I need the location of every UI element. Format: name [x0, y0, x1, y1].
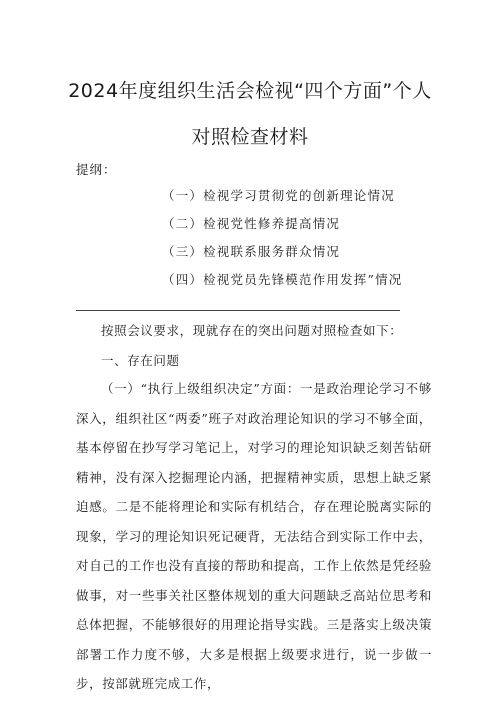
body-paragraph: （一）“执行上级组织决定”方面：一是政治理论学习不够深入，组织社区“两委”班子对政治理论知识的学习不够全面，基本停留在抄写学习笔记上，对学习的理论知识缺乏刻苦钻研精神，没有深入挖掘理论内涵，把握精神实质，思想上缺乏紧迫感。二是不能将理论和实际有机结合，存在理论脱离实际的现象，学习的理论知识死记硬背，无法结合到实际工作中去，对自己的工作也没有直接的帮助和提高，工作上依然是凭经验做事，对一些事关社区整体规划的重大问题缺乏高站位思考和总体把握，不能够很好的用理论指导实践。三是落实上级决策部署工作力度不够，大多是根据上级要求进行，说一步做一步，按部就班完成工作， [76, 381, 432, 691]
outline-label: 提纲： [76, 162, 117, 177]
outline-item-3: （三）检视联系服务群众情况 [162, 244, 341, 259]
document-title-line-2: 对照检查材料 [191, 126, 309, 148]
section-heading: 一、存在问题 [101, 353, 180, 368]
outline-item-1: （一）检视学习贯彻党的创新理论情况 [162, 188, 395, 203]
section-divider [76, 310, 400, 311]
outline-item-2: （二）检视党性修养提高情况 [162, 216, 341, 231]
intro-paragraph: 按照会议要求，现就存在的突出问题对照检查如下： [101, 323, 403, 338]
document-title-line-1: 2024年度组织生活会检视“四个方面”个人 [68, 80, 432, 102]
outline-item-4: （四）检视党员先锋模范作用发挥”情况 [162, 272, 403, 287]
